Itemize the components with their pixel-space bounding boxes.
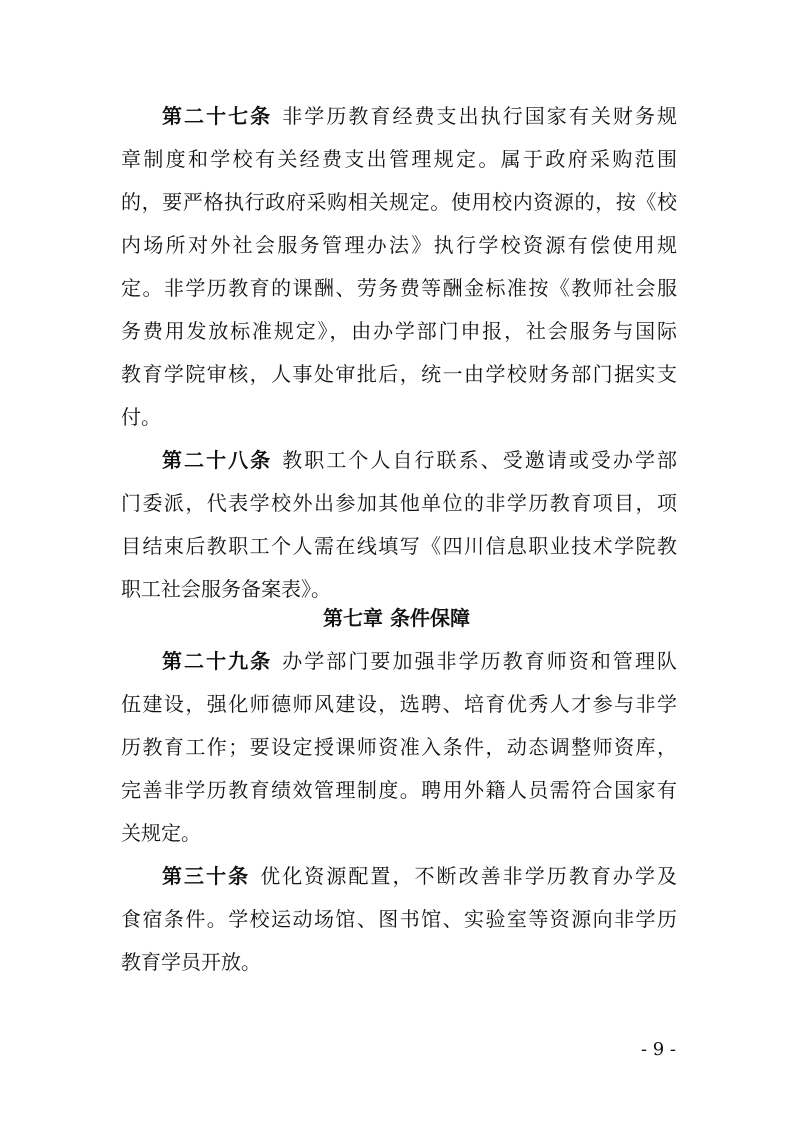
article-27-line-3: 的，要严格执行政府采购相关规定。使用校内资源的，按《校: [121, 190, 677, 214]
article-28-line-4: 职工社会服务备案表》。: [121, 577, 331, 601]
article-30-line-3: 教育学员开放。: [121, 950, 261, 974]
article-29-number: 第二十九条: [162, 649, 273, 673]
article-28-number: 第二十八条: [162, 448, 273, 472]
chapter-heading: 第七章 条件保障: [323, 606, 470, 630]
article-29-line-2: 伍建设，强化师德师风建设，选聘、培育优秀人才参与非学: [121, 692, 677, 716]
article-30-number: 第三十条: [162, 864, 251, 888]
article-28-text: 教职工个人自行联系、受邀请或受办学部: [282, 448, 678, 472]
article-30-line-1: [121, 861, 677, 891]
article-27-line-7: 教育学院审核，人事处审批后，统一由学校财务部门据实支: [121, 362, 677, 386]
article-27-line-5: 定。非学历教育的课酬、劳务费等酬金标准按《教师社会服: [121, 276, 677, 300]
article-27-line-8: 付。: [121, 405, 161, 429]
article-28-line-2: 门委派，代表学校外出参加其他单位的非学历教育项目，项: [121, 491, 677, 515]
article-30-line-2: 食宿条件。学校运动场馆、图书馆、实验室等资源向非学历: [121, 907, 677, 931]
article-28-line-3: 目结束后教职工个人需在线填写《四川信息职业技术学院教: [121, 534, 677, 558]
article-27-line-1: [121, 101, 677, 131]
article-27-number: 第二十七条: [162, 104, 273, 128]
article-27-line-4: 内场所对外社会服务管理办法》执行学校资源有偿使用规: [121, 233, 677, 257]
article-27-line-6: 务费用发放标准规定》，由办学部门申报，社会服务与国际: [121, 319, 677, 343]
article-30-text: 优化资源配置，不断改善非学历教育办学及: [260, 864, 678, 888]
article-27-line-2: 章制度和学校有关经费支出管理规定。属于政府采购范围: [121, 147, 677, 171]
page-number: - 9 -: [640, 1039, 676, 1060]
article-29-text: 办学部门要加强非学历教育师资和管理队: [282, 649, 678, 673]
article-29-line-4: 完善非学历教育绩效管理制度。聘用外籍人员需符合国家有: [121, 778, 677, 802]
article-28-line-1: [121, 445, 677, 475]
article-27-text: 非学历教育经费支出执行国家有关财务规: [282, 104, 678, 128]
article-29-line-1: [121, 646, 677, 676]
article-29-line-3: 历教育工作；要设定授课师资准入条件，动态调整师资库，: [121, 735, 677, 759]
article-29-line-5: 关规定。: [121, 821, 201, 845]
